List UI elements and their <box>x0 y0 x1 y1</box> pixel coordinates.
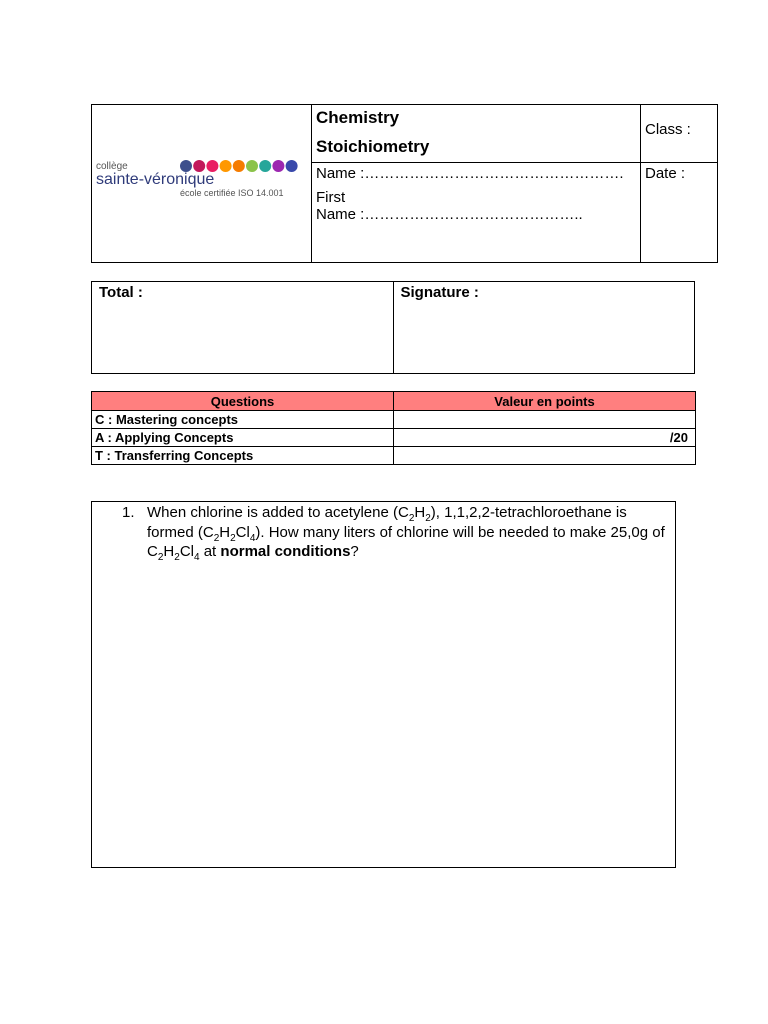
q-subscript: 2 <box>408 513 415 524</box>
q-subscript: 2 <box>174 552 180 563</box>
q-subscript: 2 <box>425 513 431 524</box>
scores-table <box>91 391 696 465</box>
q-text-part: ? <box>350 543 359 560</box>
logo-dot <box>220 160 232 172</box>
q-text-part: H <box>219 523 231 541</box>
question-text <box>147 503 667 562</box>
name-cell <box>312 163 641 263</box>
date-cell <box>641 163 718 263</box>
q-text-part: H <box>163 543 175 560</box>
topic-title: Stoichiometry <box>316 137 430 156</box>
total-label: Total : <box>99 284 143 301</box>
question-box <box>91 501 676 868</box>
q-subscript: 2 <box>213 532 220 544</box>
questions-header: Questions <box>92 392 394 411</box>
table-row <box>92 447 696 465</box>
logo-dot <box>286 160 298 172</box>
q-subscript: 2 <box>157 552 164 563</box>
q-text-part: When chlorine is added to acetylene (C <box>147 504 409 521</box>
points-header: Valeur en points <box>394 392 696 411</box>
score-row-points <box>394 447 696 465</box>
q-text-part: Cl <box>235 523 250 541</box>
question-number: 1. <box>122 504 135 521</box>
q-text-part: Cl <box>179 543 194 560</box>
firstname-label-2: Name :…………………………………….. <box>316 206 583 223</box>
class-label: Class : <box>645 121 691 138</box>
total-cell <box>92 282 394 374</box>
logo-line2: sainte-véronique <box>96 170 215 188</box>
q-subscript: 4 <box>249 532 256 544</box>
logo-dot <box>246 160 258 172</box>
name-label: Name :……………………………………………. <box>316 165 624 182</box>
logo-line1: collège <box>96 160 128 172</box>
q-text-part: H <box>414 504 426 521</box>
score-row-label: A : Applying Concepts <box>92 429 394 447</box>
signature-label: Signature : <box>400 284 479 301</box>
score-row-points <box>394 411 696 429</box>
signature-cell <box>393 282 695 374</box>
title-cell <box>312 105 641 163</box>
header-table <box>91 104 718 263</box>
q-text-part: at <box>199 543 221 560</box>
logo-dot <box>272 160 284 172</box>
subject-title: Chemistry <box>316 108 400 127</box>
logo-line3: école certifiée ISO 14.001 <box>180 187 284 198</box>
q-subscript: 4 <box>193 552 200 563</box>
score-row-label: C : Mastering concepts <box>92 411 394 429</box>
logo-dot <box>233 160 245 172</box>
school-logo <box>92 152 310 212</box>
table-row <box>92 411 696 429</box>
q-text-part: ). How many liters of chlorine will be needed to make 25,0g of C <box>147 523 665 560</box>
q-bold-text: normal conditions <box>220 543 351 560</box>
date-label: Date : <box>645 165 686 182</box>
totals-table <box>91 281 695 374</box>
q-subscript: 2 <box>230 532 236 544</box>
table-row <box>92 429 696 447</box>
class-cell <box>641 105 718 163</box>
q-text-part: ), 1,1,2,2-tetrachloroethane is formed (C <box>147 504 627 541</box>
firstname-label-1: First <box>316 189 346 206</box>
score-row-points: /20 <box>394 429 696 447</box>
score-row-label: T : Transferring Concepts <box>92 447 394 465</box>
logo-cell <box>92 105 312 263</box>
logo-dot <box>259 160 271 172</box>
